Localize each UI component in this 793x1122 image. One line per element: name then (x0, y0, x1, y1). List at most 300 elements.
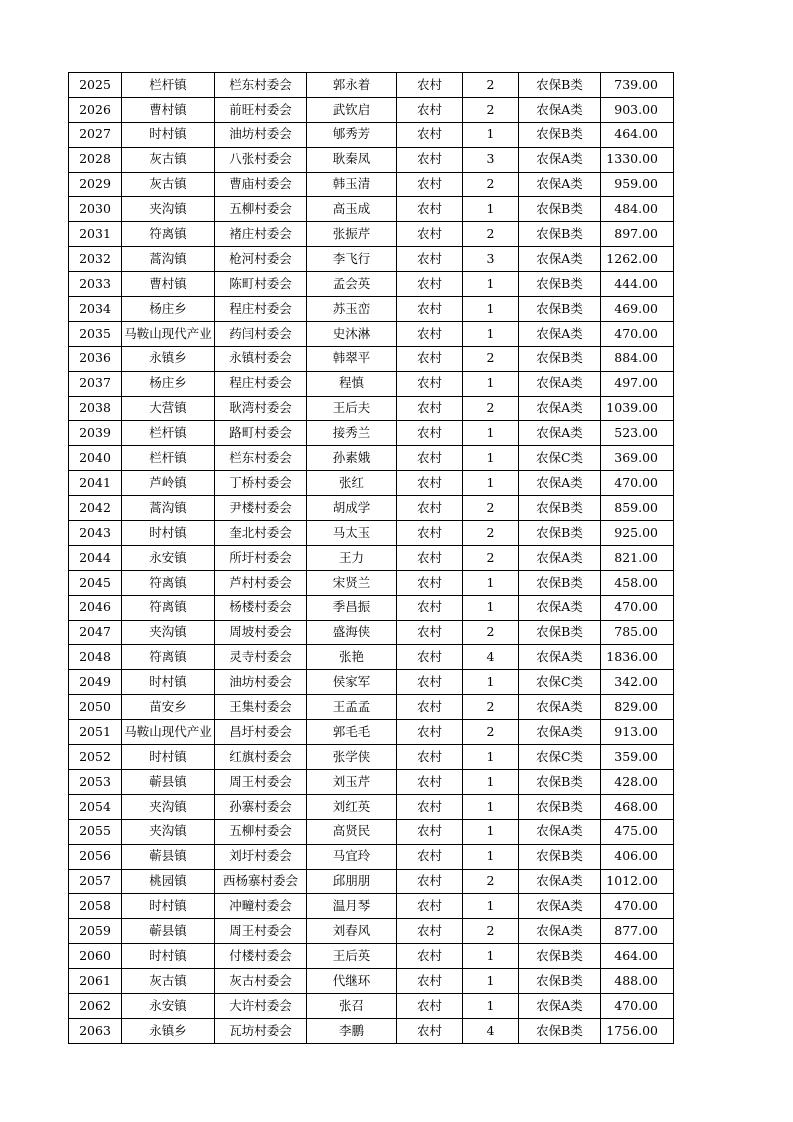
household-count-cell: 2 (463, 620, 519, 645)
row-number: 2030 (69, 197, 122, 222)
table-row (69, 346, 674, 371)
residence-type-cell: 农村 (397, 645, 463, 670)
row-number: 2026 (69, 97, 122, 122)
table-row (69, 993, 674, 1018)
village-cell: 褚庄村委会 (215, 222, 307, 247)
residence-type-cell: 农村 (397, 321, 463, 346)
residence-type-cell: 农村 (397, 471, 463, 496)
town-cell: 马鞍山现代产业 (122, 720, 215, 745)
row-number: 2038 (69, 396, 122, 421)
amount-cell: 739.00 (601, 73, 674, 98)
table-row (69, 222, 674, 247)
name-cell: 史沐淋 (307, 321, 397, 346)
town-cell: 大营镇 (122, 396, 215, 421)
category-cell: 农保C类 (519, 670, 601, 695)
town-cell: 时村镇 (122, 122, 215, 147)
amount-cell: 464.00 (601, 944, 674, 969)
amount-cell: 470.00 (601, 595, 674, 620)
amount-cell: 859.00 (601, 496, 674, 521)
category-cell: 农保B类 (519, 73, 601, 98)
household-count-cell: 1 (463, 944, 519, 969)
town-cell: 时村镇 (122, 670, 215, 695)
household-count-cell: 2 (463, 496, 519, 521)
residence-type-cell: 农村 (397, 222, 463, 247)
village-cell: 枪河村委会 (215, 247, 307, 272)
row-number: 2060 (69, 944, 122, 969)
residence-type-cell: 农村 (397, 1018, 463, 1043)
residence-type-cell: 农村 (397, 147, 463, 172)
village-cell: 冲疃村委会 (215, 894, 307, 919)
village-cell: 瓦坊村委会 (215, 1018, 307, 1043)
row-number: 2056 (69, 844, 122, 869)
table-row (69, 297, 674, 322)
town-cell: 苗安乡 (122, 695, 215, 720)
amount-cell: 1039.00 (601, 396, 674, 421)
village-cell: 周坡村委会 (215, 620, 307, 645)
residence-type-cell: 农村 (397, 919, 463, 944)
category-cell: 农保B类 (519, 521, 601, 546)
residence-type-cell: 农村 (397, 969, 463, 994)
household-count-cell: 2 (463, 222, 519, 247)
row-number: 2029 (69, 172, 122, 197)
village-cell: 程庄村委会 (215, 297, 307, 322)
amount-cell: 897.00 (601, 222, 674, 247)
amount-cell: 458.00 (601, 570, 674, 595)
household-count-cell: 2 (463, 720, 519, 745)
category-cell: 农保A类 (519, 645, 601, 670)
residence-type-cell: 农村 (397, 993, 463, 1018)
name-cell: 温月琴 (307, 894, 397, 919)
table-row (69, 769, 674, 794)
table-row (69, 869, 674, 894)
household-count-cell: 1 (463, 197, 519, 222)
name-cell: 王后夫 (307, 396, 397, 421)
village-cell: 耿湾村委会 (215, 396, 307, 421)
town-cell: 时村镇 (122, 894, 215, 919)
table-row (69, 496, 674, 521)
name-cell: 程慎 (307, 371, 397, 396)
village-cell: 所圩村委会 (215, 545, 307, 570)
category-cell: 农保A类 (519, 894, 601, 919)
table-row (69, 745, 674, 770)
table-row (69, 570, 674, 595)
category-cell: 农保B类 (519, 969, 601, 994)
village-cell: 尹楼村委会 (215, 496, 307, 521)
village-cell: 油坊村委会 (215, 122, 307, 147)
amount-cell: 877.00 (601, 919, 674, 944)
name-cell: 孟会英 (307, 272, 397, 297)
household-count-cell: 1 (463, 769, 519, 794)
household-count-cell: 3 (463, 147, 519, 172)
town-cell: 符离镇 (122, 222, 215, 247)
table-row (69, 421, 674, 446)
row-number: 2062 (69, 993, 122, 1018)
row-number: 2045 (69, 570, 122, 595)
category-cell: 农保A类 (519, 595, 601, 620)
category-cell: 农保B类 (519, 1018, 601, 1043)
amount-cell: 475.00 (601, 819, 674, 844)
row-number: 2027 (69, 122, 122, 147)
residence-type-cell: 农村 (397, 819, 463, 844)
row-number: 2034 (69, 297, 122, 322)
name-cell: 李鹏 (307, 1018, 397, 1043)
town-cell: 栏杆镇 (122, 446, 215, 471)
village-cell: 付楼村委会 (215, 944, 307, 969)
residence-type-cell: 农村 (397, 396, 463, 421)
name-cell: 韩翠平 (307, 346, 397, 371)
amount-cell: 1836.00 (601, 645, 674, 670)
household-count-cell: 1 (463, 595, 519, 620)
town-cell: 栏杆镇 (122, 73, 215, 98)
category-cell: 农保A类 (519, 869, 601, 894)
residence-type-cell: 农村 (397, 371, 463, 396)
town-cell: 栏杆镇 (122, 421, 215, 446)
town-cell: 时村镇 (122, 944, 215, 969)
row-number: 2053 (69, 769, 122, 794)
table-row (69, 595, 674, 620)
village-cell: 陈町村委会 (215, 272, 307, 297)
village-cell: 栏东村委会 (215, 73, 307, 98)
residence-type-cell: 农村 (397, 197, 463, 222)
row-number: 2046 (69, 595, 122, 620)
village-cell: 大许村委会 (215, 993, 307, 1018)
category-cell: 农保B类 (519, 222, 601, 247)
name-cell: 郇秀芳 (307, 122, 397, 147)
category-cell: 农保A类 (519, 919, 601, 944)
name-cell: 盛海侠 (307, 620, 397, 645)
household-count-cell: 2 (463, 919, 519, 944)
household-count-cell: 2 (463, 172, 519, 197)
residence-type-cell: 农村 (397, 73, 463, 98)
table-row (69, 695, 674, 720)
town-cell: 符离镇 (122, 570, 215, 595)
amount-cell: 884.00 (601, 346, 674, 371)
row-number: 2051 (69, 720, 122, 745)
row-number: 2048 (69, 645, 122, 670)
amount-cell: 925.00 (601, 521, 674, 546)
row-number: 2050 (69, 695, 122, 720)
household-count-cell: 1 (463, 421, 519, 446)
table-row (69, 670, 674, 695)
village-cell: 八张村委会 (215, 147, 307, 172)
town-cell: 夹沟镇 (122, 620, 215, 645)
table-row (69, 819, 674, 844)
town-cell: 永镇乡 (122, 346, 215, 371)
name-cell: 苏玉峦 (307, 297, 397, 322)
household-count-cell: 1 (463, 570, 519, 595)
amount-cell: 488.00 (601, 969, 674, 994)
household-count-cell: 1 (463, 894, 519, 919)
row-number: 2033 (69, 272, 122, 297)
village-cell: 药闫村委会 (215, 321, 307, 346)
name-cell: 武钦启 (307, 97, 397, 122)
name-cell: 郭毛毛 (307, 720, 397, 745)
name-cell: 李飞行 (307, 247, 397, 272)
residence-type-cell: 农村 (397, 97, 463, 122)
household-count-cell: 1 (463, 272, 519, 297)
row-number: 2043 (69, 521, 122, 546)
village-cell: 西杨寨村委会 (215, 869, 307, 894)
village-cell: 昌圩村委会 (215, 720, 307, 745)
village-cell: 刘圩村委会 (215, 844, 307, 869)
residence-type-cell: 农村 (397, 869, 463, 894)
name-cell: 耿秦凤 (307, 147, 397, 172)
name-cell: 王孟孟 (307, 695, 397, 720)
household-count-cell: 2 (463, 396, 519, 421)
residence-type-cell: 农村 (397, 944, 463, 969)
amount-cell: 342.00 (601, 670, 674, 695)
town-cell: 灰古镇 (122, 147, 215, 172)
household-count-cell: 1 (463, 122, 519, 147)
amount-cell: 359.00 (601, 745, 674, 770)
town-cell: 芦岭镇 (122, 471, 215, 496)
row-number: 2025 (69, 73, 122, 98)
village-cell: 前旺村委会 (215, 97, 307, 122)
town-cell: 符离镇 (122, 595, 215, 620)
name-cell: 刘玉芹 (307, 769, 397, 794)
table-row (69, 521, 674, 546)
town-cell: 夹沟镇 (122, 197, 215, 222)
residence-type-cell: 农村 (397, 122, 463, 147)
household-count-cell: 1 (463, 969, 519, 994)
village-cell: 灰古村委会 (215, 969, 307, 994)
table-row (69, 73, 674, 98)
residence-type-cell: 农村 (397, 794, 463, 819)
table-row (69, 97, 674, 122)
row-number: 2037 (69, 371, 122, 396)
amount-cell: 821.00 (601, 545, 674, 570)
village-cell: 奎北村委会 (215, 521, 307, 546)
row-number: 2036 (69, 346, 122, 371)
village-cell: 杨楼村委会 (215, 595, 307, 620)
residence-type-cell: 农村 (397, 272, 463, 297)
category-cell: 农保B类 (519, 122, 601, 147)
row-number: 2052 (69, 745, 122, 770)
table-row (69, 1018, 674, 1043)
village-cell: 丁桥村委会 (215, 471, 307, 496)
village-cell: 栏东村委会 (215, 446, 307, 471)
amount-cell: 484.00 (601, 197, 674, 222)
household-count-cell: 1 (463, 993, 519, 1018)
household-count-cell: 2 (463, 346, 519, 371)
amount-cell: 785.00 (601, 620, 674, 645)
table-row (69, 321, 674, 346)
table-row (69, 247, 674, 272)
category-cell: 农保B类 (519, 620, 601, 645)
table-row (69, 894, 674, 919)
name-cell: 刘红英 (307, 794, 397, 819)
residence-type-cell: 农村 (397, 844, 463, 869)
amount-cell: 1262.00 (601, 247, 674, 272)
table-row (69, 396, 674, 421)
name-cell: 张红 (307, 471, 397, 496)
amount-cell: 1756.00 (601, 1018, 674, 1043)
residence-type-cell: 农村 (397, 446, 463, 471)
village-cell: 曹庙村委会 (215, 172, 307, 197)
category-cell: 农保B类 (519, 496, 601, 521)
row-number: 2058 (69, 894, 122, 919)
category-cell: 农保B类 (519, 197, 601, 222)
village-cell: 永镇村委会 (215, 346, 307, 371)
category-cell: 农保C类 (519, 446, 601, 471)
amount-cell: 913.00 (601, 720, 674, 745)
row-number: 2054 (69, 794, 122, 819)
table-row (69, 122, 674, 147)
category-cell: 农保A类 (519, 147, 601, 172)
table-row (69, 720, 674, 745)
town-cell: 夹沟镇 (122, 819, 215, 844)
residence-type-cell: 农村 (397, 769, 463, 794)
village-cell: 油坊村委会 (215, 670, 307, 695)
table-row (69, 197, 674, 222)
table-row (69, 919, 674, 944)
residence-type-cell: 农村 (397, 894, 463, 919)
town-cell: 蕲县镇 (122, 769, 215, 794)
name-cell: 张学侠 (307, 745, 397, 770)
household-count-cell: 1 (463, 794, 519, 819)
town-cell: 永镇乡 (122, 1018, 215, 1043)
category-cell: 农保A类 (519, 695, 601, 720)
category-cell: 农保B类 (519, 844, 601, 869)
town-cell: 时村镇 (122, 521, 215, 546)
row-number: 2044 (69, 545, 122, 570)
category-cell: 农保A类 (519, 371, 601, 396)
category-cell: 农保A类 (519, 471, 601, 496)
name-cell: 邱朋朋 (307, 869, 397, 894)
town-cell: 夹沟镇 (122, 794, 215, 819)
row-number: 2061 (69, 969, 122, 994)
table-row (69, 545, 674, 570)
household-count-cell: 1 (463, 371, 519, 396)
amount-cell: 1012.00 (601, 869, 674, 894)
name-cell: 代继环 (307, 969, 397, 994)
residence-type-cell: 农村 (397, 521, 463, 546)
name-cell: 郭永着 (307, 73, 397, 98)
category-cell: 农保A类 (519, 993, 601, 1018)
category-cell: 农保A类 (519, 247, 601, 272)
town-cell: 曹村镇 (122, 97, 215, 122)
category-cell: 农保B类 (519, 769, 601, 794)
name-cell: 高玉成 (307, 197, 397, 222)
name-cell: 胡成学 (307, 496, 397, 521)
village-cell: 路町村委会 (215, 421, 307, 446)
village-cell: 芦村村委会 (215, 570, 307, 595)
table-row (69, 147, 674, 172)
category-cell: 农保A类 (519, 720, 601, 745)
name-cell: 张艳 (307, 645, 397, 670)
table-row (69, 969, 674, 994)
household-count-cell: 2 (463, 869, 519, 894)
table-row (69, 944, 674, 969)
town-cell: 永安镇 (122, 993, 215, 1018)
row-number: 2039 (69, 421, 122, 446)
category-cell: 农保B类 (519, 570, 601, 595)
name-cell: 接秀兰 (307, 421, 397, 446)
household-count-cell: 2 (463, 545, 519, 570)
household-count-cell: 1 (463, 471, 519, 496)
name-cell: 马太玉 (307, 521, 397, 546)
name-cell: 王力 (307, 545, 397, 570)
town-cell: 蕲县镇 (122, 919, 215, 944)
row-number: 2042 (69, 496, 122, 521)
row-number: 2047 (69, 620, 122, 645)
table-row (69, 446, 674, 471)
name-cell: 侯家军 (307, 670, 397, 695)
category-cell: 农保A类 (519, 819, 601, 844)
name-cell: 韩玉清 (307, 172, 397, 197)
residence-type-cell: 农村 (397, 745, 463, 770)
category-cell: 农保B类 (519, 346, 601, 371)
category-cell: 农保B类 (519, 272, 601, 297)
residence-type-cell: 农村 (397, 670, 463, 695)
amount-cell: 829.00 (601, 695, 674, 720)
amount-cell: 1330.00 (601, 147, 674, 172)
category-cell: 农保A类 (519, 421, 601, 446)
town-cell: 符离镇 (122, 645, 215, 670)
name-cell: 刘春风 (307, 919, 397, 944)
residence-type-cell: 农村 (397, 570, 463, 595)
name-cell: 张振芹 (307, 222, 397, 247)
row-number: 2032 (69, 247, 122, 272)
town-cell: 桃园镇 (122, 869, 215, 894)
village-cell: 程庄村委会 (215, 371, 307, 396)
village-cell: 五柳村委会 (215, 197, 307, 222)
town-cell: 灰古镇 (122, 969, 215, 994)
row-number: 2049 (69, 670, 122, 695)
household-count-cell: 1 (463, 297, 519, 322)
residence-type-cell: 农村 (397, 720, 463, 745)
household-count-cell: 1 (463, 670, 519, 695)
village-cell: 灵寺村委会 (215, 645, 307, 670)
amount-cell: 428.00 (601, 769, 674, 794)
household-count-cell: 2 (463, 695, 519, 720)
amount-cell: 523.00 (601, 421, 674, 446)
row-number: 2031 (69, 222, 122, 247)
row-number: 2055 (69, 819, 122, 844)
amount-cell: 444.00 (601, 272, 674, 297)
amount-cell: 903.00 (601, 97, 674, 122)
household-count-cell: 1 (463, 446, 519, 471)
row-number: 2040 (69, 446, 122, 471)
category-cell: 农保B类 (519, 794, 601, 819)
row-number: 2059 (69, 919, 122, 944)
amount-cell: 470.00 (601, 894, 674, 919)
category-cell: 农保A类 (519, 172, 601, 197)
row-number: 2035 (69, 321, 122, 346)
row-number: 2057 (69, 869, 122, 894)
roster-body (69, 73, 674, 1044)
household-count-cell: 1 (463, 745, 519, 770)
household-count-cell: 3 (463, 247, 519, 272)
household-count-cell: 2 (463, 97, 519, 122)
town-cell: 杨庄乡 (122, 371, 215, 396)
residence-type-cell: 农村 (397, 545, 463, 570)
name-cell: 张召 (307, 993, 397, 1018)
name-cell: 马宜玲 (307, 844, 397, 869)
village-cell: 五柳村委会 (215, 819, 307, 844)
residence-type-cell: 农村 (397, 695, 463, 720)
table-row (69, 844, 674, 869)
residence-type-cell: 农村 (397, 620, 463, 645)
category-cell: 农保B类 (519, 944, 601, 969)
amount-cell: 470.00 (601, 321, 674, 346)
amount-cell: 406.00 (601, 844, 674, 869)
town-cell: 蕲县镇 (122, 844, 215, 869)
table-row (69, 471, 674, 496)
name-cell: 高贤民 (307, 819, 397, 844)
category-cell: 农保A类 (519, 545, 601, 570)
residence-type-cell: 农村 (397, 247, 463, 272)
